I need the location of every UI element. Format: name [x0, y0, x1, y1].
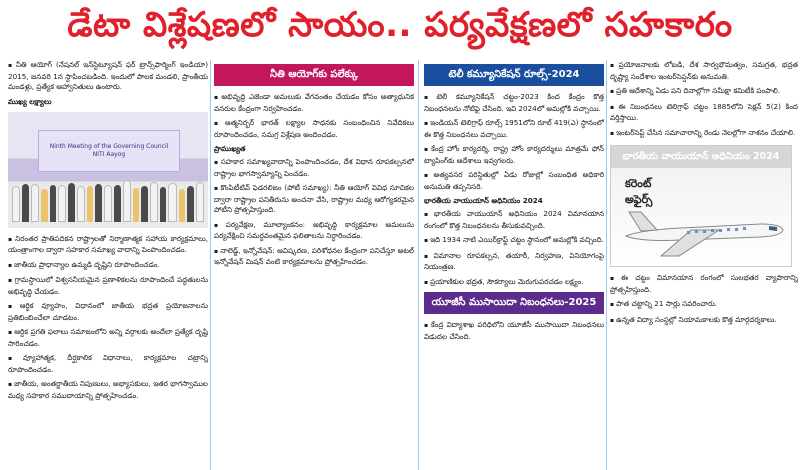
section-banner: టెలీ కమ్యూనికేషన్ రూల్స్-2024: [424, 64, 604, 86]
stage-backdrop: [38, 130, 180, 172]
section-banner: నీతి ఆయోగ్‌కు పలేక్కు: [214, 64, 414, 86]
paragraph: ▪ ప్రతి ఆదేశాన్ని ఏడు పని దినాల్లోగా సమీక్షా కమిటీకి పంపాలి.: [610, 86, 781, 95]
section-title: ముఖ్య లక్ష్యాలు: [8, 96, 52, 106]
section-title: ప్రాముఖ్యత: [214, 144, 246, 153]
headline: డేటా విశ్లేషణలో సాయం.. పర్యవేక్షణలో సహకారం: [67, 5, 733, 45]
paragraph: ▪ సహకార సమాఖ్యవాదాన్ని పెంపొందించడం, దేశ విధాన రూపకల్పనలో రాష్ట్రాల భాగస్వామ్యాన్ని పెంచడం.: [214, 157, 414, 178]
paragraph: ▪ నిరంతర ప్రాతిపదికన రాష్ట్రాలతో నిర్మాణాత్మక సహాయ కార్యక్రమాలు, యంత్రాంగాల ద్వారా సహకార సమాఖ్య వాదాన్ని పెంపొందించడం.: [8, 233, 208, 254]
paragraph: ▪ ప్రయాణికుల భద్రత, సౌకర్యాలు మెరుగుపరచడం లక్ష్యం.: [424, 276, 584, 286]
paragraph: ▪ గ్రామస్థాయిలో విశ్వసనీయమైన ప్రణాళికలను రూపొందించే పద్ధతులను అభివృద్ధి చేయడం.: [8, 275, 208, 296]
section-banner: యూజీసీ ముసాయిదా నిబంధనలు-2025: [424, 292, 604, 314]
paragraph: ▪ ఈ చట్టం విమానయాన రంగంలో సులభతర వ్యాపారాన్ని ప్రోత్సహిస్తుంది.: [610, 273, 798, 294]
photo-caption: Ninth Meeting of the Governing Council: [49, 142, 169, 150]
paragraph: ▪ ఆత్మనిర్భర్ భారత్ లక్ష్యాల సాధనకు సంబంధించిన నివేదికలు రూపొందించడం, సమగ్ర విశ్లేషణ అందించడం.: [214, 118, 414, 139]
column-4: [610, 60, 798, 470]
paragraph: ▪ కేంద్ర హోం కార్యదర్శి, రాష్ట్ర హోం కార్యదర్శులు మాత్రమే ఫోన్ ట్యాపింగ్‌కు ఆదేశాలు ఇవ్వగలరు.: [424, 144, 604, 165]
paragraph: ▪ జాతీయ ప్రాధాన్యాల ఉమ్మడి దృష్టిని రూపొందించడం.: [8, 259, 160, 269]
paragraph: ▪ భారతీయ వాయుయాన్ అధినియం 2024 విమానయాన రంగంలో కొత్త నిబంధనలను తీసుకువచ్చింది.: [424, 209, 604, 230]
paragraph: ▪ టెలీ కమ్యూనికేషన్ చట్టం-2023 కింద కేంద్రం కొత్త నిబంధనలను నోటిఫై చేసింది. ఇవి 2024లో అమల్లోకి వచ్చాయి.: [424, 92, 604, 113]
paragraph: ▪ జాతీయ, అంతర్జాతీయ నిపుణులు, అభ్యాసకులు, ఇతర భాగస్వాముల మధ్య సహకార సముదాయాన్ని ప్రోత్సహించడం.: [8, 379, 208, 400]
column-2: [214, 60, 414, 470]
people-group: [12, 174, 204, 222]
paragraph: ▪ కొంపిటీటివ్ ఫెడరలిజం (పోటీ సమాఖ్య): నీతి ఆయోగ్ వివిధ సూచికల ద్వారా రాష్ట్రాల పనితీరును అంచనా వేసి, రాష్ట్రాల మధ్య ఆరోగ్యకరమైన పోటీని ప్రోత్సహిస్తుంది.: [214, 183, 414, 214]
column-3: [424, 60, 604, 470]
paragraph: ▪ పర్యవేక్షణ, మూల్యాంకనం: అభివృద్ధి కార్యక్రమాల అమలును పర్యవేక్షించి సమర్థవంతమైన ఫలితాలను నిర్ధారించడం.: [214, 219, 414, 240]
paragraph: ▪ ప్రయోజనాలకు లోబడి, దేశ సార్వభౌమత్వం, సమగ్రత, భద్రత దృష్ట్యా సందేశాల ఇంటర్‌సెప్షన్‌కు అనుమతి.: [610, 60, 798, 81]
paragraph: ▪ ఇంటర్‌సెప్ట్ చేసిన సమాచారాన్ని రెండు నెలల్లోగా నాశనం చేయాలి.: [610, 127, 796, 137]
column-divider: [210, 60, 211, 470]
current-affairs-tag: కరెంట్ అఫైర్స్: [625, 177, 653, 206]
column-1: [8, 60, 208, 470]
column-divider: [418, 60, 419, 470]
paragraph: ▪ కేంద్ర విద్యాశాఖ పరిధిలోని యూజీసీ ముసాయిదా నిబంధనలు విడుదల చేసింది.: [424, 320, 604, 341]
paragraph: ▪ ఆర్థిక వ్యూహం, విధానంలో జాతీయ భద్రత ప్రయోజనాలను ప్రతిబింబించేలా చూడటం.: [8, 301, 208, 322]
intro-paragraph: ▪ నీతి ఆయోగ్ (నేషనల్ ఇన్‌స్టిట్యూషన్ ఫర్ ట్రాన్స్‌ఫార్మింగ్ ఇండియా) 2015, జనవరి 1న స్థాపించబడింది. ఇందులో పాలక మండలి, ప్రాంతీయ మండళ్లు, ప్రత్యేక ఆహ్వానితులు ఉంటారు.: [8, 60, 208, 91]
paragraph: ▪ ఉన్నత విద్యా సంస్థల్లో నియామకాలకు కొత్త మార్గదర్శకాలు.: [610, 314, 777, 324]
section-title: భారతీయ వాయుయాన్ అధినియం 2024: [424, 196, 543, 205]
paragraph: ▪ ఆర్థిక ప్రగతి ఫలాలు సమాజంలోని అన్ని వర్గాలకు అందేలా ప్రత్యేక దృష్టి సారించడం.: [8, 327, 208, 348]
plane-graphic: [610, 145, 792, 267]
paragraph: ▪ వ్యూహాత్మక, దీర్ఘకాలిక విధానాలు, కార్యక్రమాల చట్రాన్ని రూపొందించడం.: [8, 353, 208, 374]
paragraph: ▪ ఇండియన్ టెలిగ్రాఫ్ రూల్స్ 1951లోని రూల్ 419(ఎ) స్థానంలో ఈ కొత్త నిబంధనలు వచ్చాయి.: [424, 118, 604, 139]
paragraph: ▪ అత్యవసర పరిస్థితుల్లో ఏడు రోజుల్లో సంబంధిత అధికారి అనుమతి తప్పనిసరి.: [424, 170, 604, 191]
column-divider: [606, 60, 607, 470]
paragraph: ▪ ఈ నిబంధనలు టెలిగ్రాఫ్ చట్టం 1885లోని సెక్షన్ 5(2) కింద వర్తిస్తాయి.: [610, 101, 798, 122]
photo-caption: NITI Aayog: [92, 150, 126, 158]
airplane-icon: [621, 204, 786, 259]
paragraph: ▪ విమానాల రూపకల్పన, తయారీ, నిర్వహణ, వినియోగంపై నియంత్రణ.: [424, 250, 604, 271]
meeting-photo: [8, 112, 208, 228]
paragraph: ▪ అభివృద్ధి ఎజెండా అమలుకు వేగవంతం చేయడం కోసం అత్యాధునిక వనరుల కేంద్రంగా నిర్వహించడం.: [214, 92, 414, 113]
paragraph: ▪ పాత చట్టాన్ని 21 సార్లు సవరించారు.: [610, 299, 718, 308]
paragraph: ▪ ఇది 1934 నాటి ఎయిర్‌క్రాఫ్ట్ చట్టం స్థానంలో అమల్లోకి వచ్చింది.: [424, 235, 604, 244]
plane-banner: భారతీయ వాయుయాన్ అధినియం 2024: [611, 146, 791, 168]
paragraph: ▪ నాలెడ్జ్, ఇన్నోవేషన్: ఆవిష్కరణ, పరిశోధనల కేంద్రంగా పనిచేస్తూ అటల్ ఇన్నోవేషన్ మిషన్ వంటి కార్యక్రమాలను ప్రోత్సహించడం.: [214, 245, 414, 266]
